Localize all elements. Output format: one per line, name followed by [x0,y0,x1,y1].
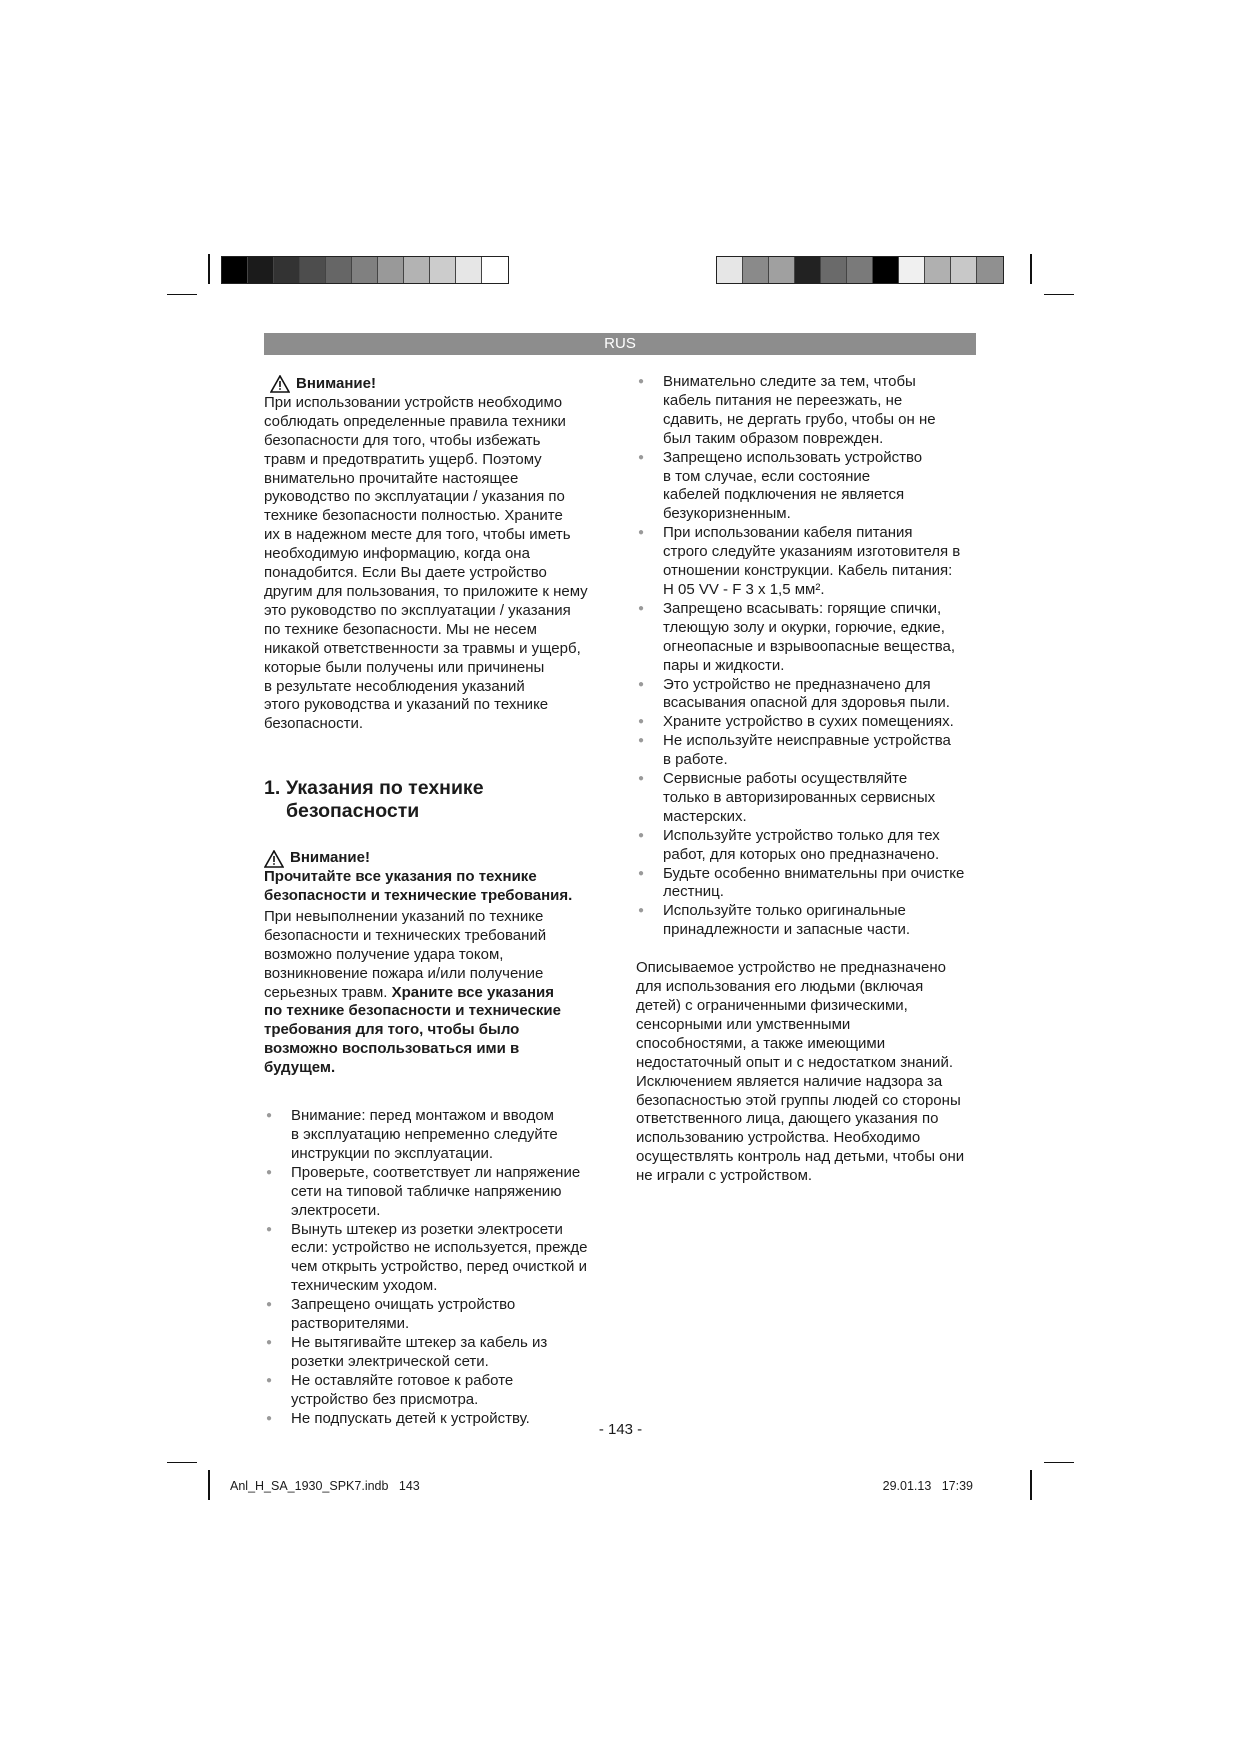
color-swatch [274,257,300,283]
crop-mark [1044,1462,1074,1463]
bullet-item [264,1107,610,1164]
text-line: которые были получены или причинены [264,658,545,676]
color-swatch [873,257,899,283]
bullet-item [636,770,982,827]
color-swatch [847,257,873,283]
color-swatch [899,257,925,283]
bullet-text-line: кабель питания не переезжать, не [663,391,903,409]
text-line: по технике безопасности и технические [264,1002,561,1020]
bullet-item [264,1296,610,1334]
text-line: безопасности и технических требований [264,926,547,944]
bullet-text-line: лестниц. [663,883,724,901]
bullet-text-line: сети на типовой табличке напряжению [291,1182,562,1200]
warning-paragraph [264,908,610,984]
crop-mark [167,294,197,295]
text-line: детей) с ограниченными физическими, [636,997,908,1014]
crop-mark [1030,254,1032,284]
warning-bold-line: безопасности и технические требования. [264,887,573,905]
text-line: это руководство по эксплуатации / указания [264,601,571,619]
bullet-text-line: всасывания опасной для здоровья пыли. [663,694,950,712]
bullet-text-line: ● Будьте особенно внимательны при очистке [663,864,965,882]
bullet-item [636,732,982,770]
warning-bold-line: Прочитайте все указания по технике [264,868,537,886]
bullet-text-line: электросети. [291,1201,381,1219]
text-line: требования для того, чтобы было [264,1021,520,1039]
text-line: соблюдать определенные правила техники [264,412,566,430]
color-swatch [821,257,847,283]
color-swatch [326,257,352,283]
bullet-item [636,902,982,940]
text-line: использованию устройства. Необходимо [636,1129,921,1147]
bullet-text-line: огнеопасные и взрывоопасные вещества, [663,637,956,655]
section-title-line: безопасности [286,800,420,823]
bullet-text-line: устройство без присмотра. [291,1390,479,1408]
bullet-text-line: в эксплуатацию непременно следуйте [291,1126,558,1143]
language-label: RUS [604,335,636,352]
bullet-text-line: ● Не оставляйте готовое к работе [291,1371,514,1389]
right-column [636,373,982,1186]
bullet-text-line: ● Используйте устройство только для тех [663,826,940,844]
warning-paragraph [264,394,610,734]
warning-triangle-icon [264,850,284,868]
page-number: - 143 - [598,1421,643,1438]
text-line: безопасностью этой группы людей со стороны [636,1091,961,1109]
bullet-text-line: тлеющую золу и окурки, горючие, едкие, [663,618,945,636]
bullet-text-line: пары и жидкости. [663,656,785,674]
text-line: не играли с устройством. [636,1167,813,1185]
bullet-text-line: в работе. [663,751,728,769]
bullet-text-line: кабелей подключения не является [663,486,905,504]
bullet-text-line: чем открыть устройство, перед очисткой и [291,1258,587,1276]
text-line: по технике безопасности. Мы не несем [264,620,537,638]
bullet-text-line: ● При использовании кабеля питания [663,524,913,542]
bullet-text-line: растворителями. [291,1315,410,1333]
text-fragment: серьезных травм. [264,983,388,1001]
bullet-text-line: сдавить, не дергать грубо, чтобы он не [663,410,936,428]
bullet-item [636,449,982,525]
bullet-text-line: ● Внимание: перед монтажом и вводом [291,1107,554,1125]
language-bar [264,333,976,355]
text-line: ответственного лица, дающего указания по [636,1110,939,1128]
bullet-text-line: если: устройство не используется, прежде [291,1239,588,1257]
bullet-text-line: ● Вынуть штекер из розетки электросети [291,1220,563,1238]
bullet-text-line: ● Не подпускать детей к устройству. [291,1409,530,1427]
text-line: внимательно прочитайте настоящее [264,469,519,487]
bullet-text-line: только в авторизированных сервисных [663,788,936,806]
bullet-text-line: в том случае, если состояние [663,467,871,485]
bullet-item [636,676,982,714]
footer-date-time: 29.01.13 17:39 [882,1479,973,1493]
left-column [264,375,610,1429]
color-swatch [456,257,482,283]
color-swatch [769,257,795,283]
color-swatch [717,257,743,283]
text-line: возможно получение удара током, [264,945,504,963]
color-swatch [222,257,248,283]
bullet-text-line: ● Не используйте неисправные устройства [663,732,951,750]
bullet-text-line: ● Храните устройство в сухих помещениях. [663,713,954,731]
text-line: возникновение пожара и/или получение [264,964,544,982]
warning-heading [264,849,610,868]
crop-mark [167,1462,197,1463]
bullet-text-line: ● Запрещено очищать устройство [291,1296,516,1314]
bullet-item [636,524,982,600]
bullet-item [636,827,982,865]
bullet-item [264,1334,610,1372]
text-line: способностями, а также имеющими [636,1034,886,1052]
bullet-list [264,1107,610,1428]
text-line: При невыполнении указаний по технике [264,907,544,925]
color-swatch [378,257,404,283]
text-line: другим для пользования, то приложите к нему [264,582,588,600]
section-number: 1. [264,777,281,800]
color-swatch [248,257,274,283]
bullet-text-line: ● Используйте только оригинальные [663,902,906,920]
text-line: безопасности. [264,715,363,733]
bullet-text-line: безукоризненным. [663,505,791,523]
bullet-item [264,1372,610,1410]
text-line: их в надежном месте для того, чтобы иметь [264,526,571,544]
bullet-item [264,1164,610,1221]
warning-bold-paragraph [264,1002,610,1078]
text-line: травм и предотвратить ущерб. Поэтому [264,450,542,468]
text-fragment-bold: Храните все указания [387,983,554,1001]
bullet-text-line: строго следуйте указаниям изготовителя в [663,543,961,561]
bullet-text-line: ● Проверьте, соответствует ли напряжение [291,1163,581,1181]
info-paragraph [636,959,982,1186]
section-title-line: Указания по технике [286,777,484,800]
color-swatch [951,257,977,283]
text-line: будущем. [264,1059,336,1077]
text-line: Исключением является наличие надзора за [636,1072,943,1090]
text-line: понадобится. Если Вы даете устройство [264,564,547,582]
text-line: руководство по эксплуатации / указания по [264,488,565,506]
color-swatch [743,257,769,283]
text-line: в результате несоблюдения указаний [264,677,525,695]
color-swatch [430,257,456,283]
text-line: недостаточный опыт и с недостатком знаний. [636,1053,953,1071]
bullet-text-line: ● Не вытягивайте штекер за кабель из [291,1333,548,1351]
bullet-item [636,600,982,676]
warning-heading [270,375,610,394]
color-swatch [300,257,326,283]
bullet-text-line: работ, для которых оно предназначено. [663,845,940,863]
bullet-text-line: ● Сервисные работы осуществляйте [663,770,908,788]
color-swatch [482,257,508,283]
color-calibration-bar-right [716,256,1004,284]
bullet-item [636,373,982,449]
footer-file-name: Anl_H_SA_1930_SPK7.indb 143 [230,1479,420,1493]
bullet-text-line: ● Запрещено всасывать: горящие спички, [663,599,942,617]
bullet-text-line: розетки электрической сети. [291,1352,489,1370]
bullet-text-line: был таким образом поврежден. [663,429,884,447]
bullet-text-line: ● Запрещено использовать устройство [663,448,923,466]
bullet-item [264,1221,610,1297]
bullet-text-line: принадлежности и запасные части. [663,921,911,939]
text-line [264,984,610,1003]
crop-mark [1030,1470,1032,1500]
text-line: необходимую информацию, когда она [264,545,530,563]
text-line: безопасности для того, чтобы избежать [264,431,541,449]
text-line: сенсорными или умственными [636,1015,851,1033]
color-swatch [404,257,430,283]
bullet-text-line: H 05 VV - F 3 x 1,5 мм². [663,580,825,598]
bullet-text-line: ● Внимательно следите за тем, чтобы [663,373,916,390]
crop-mark [208,1470,210,1500]
color-swatch [977,257,1003,283]
bullet-list [636,373,982,940]
text-line: осуществлять контроль над детьми, чтобы они [636,1148,965,1166]
warning-title: Внимание! [296,375,376,392]
bullet-text-line: ● Это устройство не предназначено для [663,675,931,693]
color-swatch [352,257,378,283]
bullet-text-line: отношении конструкции. Кабель питания: [663,562,953,580]
section-heading [264,777,610,823]
text-line: При использовании устройств необходимо [264,393,563,411]
bullet-text-line: мастерских. [663,807,747,825]
crop-mark [208,254,210,284]
bullet-item [636,713,982,732]
text-line: Описываемое устройство не предназначено [636,959,946,977]
warning-title: Внимание! [290,849,370,867]
bullet-text-line: техническим уходом. [291,1277,438,1295]
text-line: никакой ответственности за травмы и ущерб, [264,639,581,657]
text-line: технике безопасности полностью. Храните [264,507,563,525]
crop-mark [1044,294,1074,295]
text-line: возможно воспользоваться ими в [264,1040,520,1058]
color-calibration-bar-left [221,256,509,284]
warning-triangle-icon [270,375,290,393]
color-swatch [925,257,951,283]
text-line: этого руководства и указаний по технике [264,696,549,714]
bullet-item [636,865,982,903]
color-swatch [795,257,821,283]
bullet-text-line: инструкции по эксплуатации. [291,1144,494,1162]
text-line: для использования его людьми (включая [636,978,924,996]
